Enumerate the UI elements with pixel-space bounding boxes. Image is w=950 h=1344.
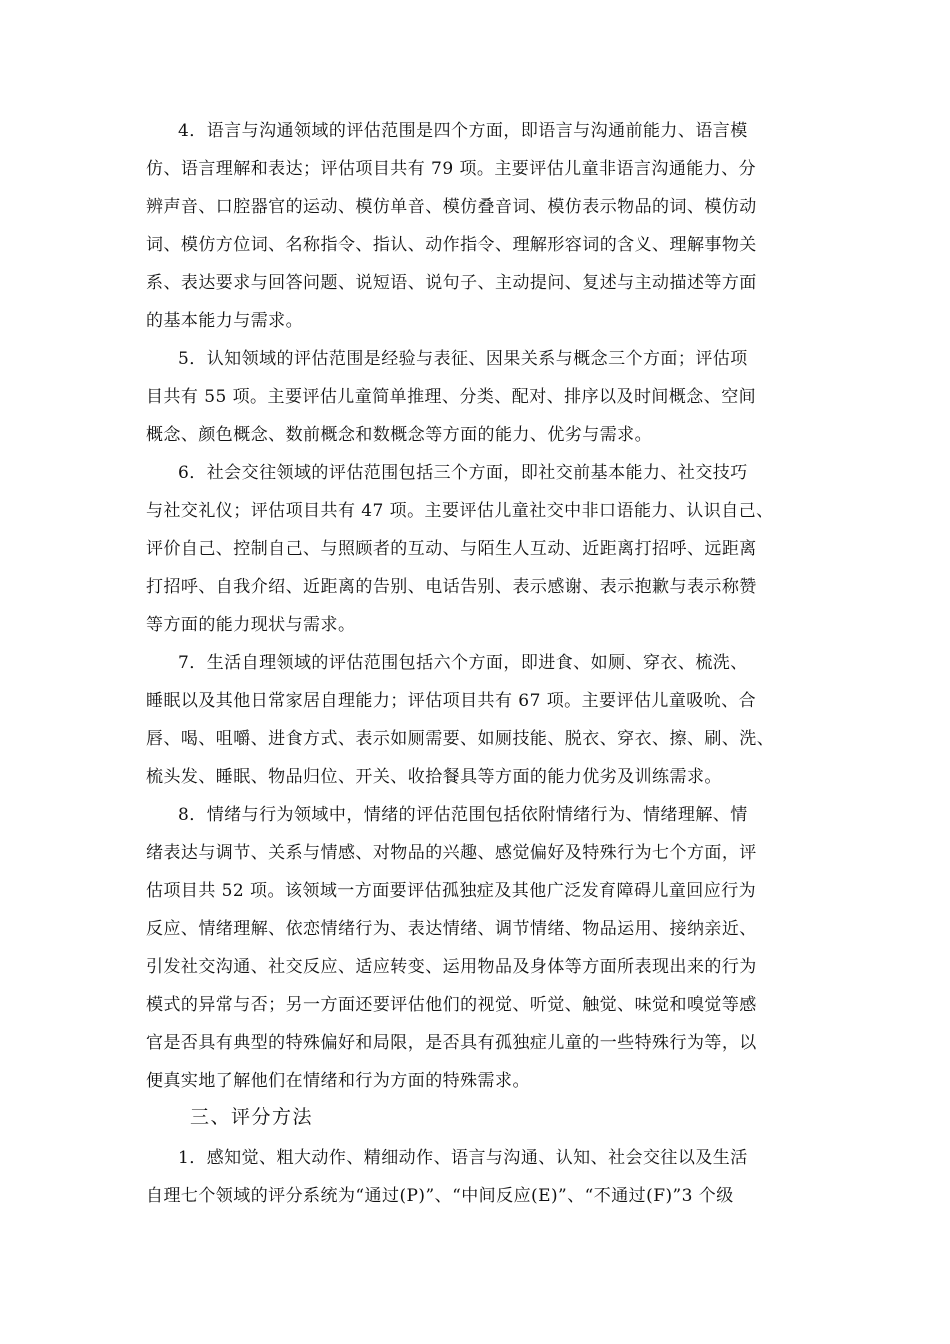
paragraph-line: 与社交礼仪；评估项目共有 47 项。主要评估儿童社交中非口语能力、认识自己、 xyxy=(146,501,774,521)
paragraph-line: 1．感知觉、粗大动作、精细动作、语言与沟通、认知、社会交往以及生活 xyxy=(178,1148,748,1168)
paragraph-line: 8．情绪与行为领域中，情绪的评估范围包括依附情绪行为、情绪理解、情 xyxy=(178,805,748,825)
paragraph-line: 绪表达与调节、关系与情感、对物品的兴趣、感觉偏好及特殊行为七个方面，评 xyxy=(146,843,757,863)
paragraph-line: 估项目共 52 项。该领域一方面要评估孤独症及其他广泛发育障碍儿童回应行为 xyxy=(146,881,757,901)
paragraph-line: 辨声音、口腔器官的运动、模仿单音、模仿叠音词、模仿表示物品的词、模仿动 xyxy=(146,197,757,217)
paragraph-line: 睡眠以及其他日常家居自理能力；评估项目共有 67 项。主要评估儿童吸吮、合 xyxy=(146,691,757,711)
paragraph-line: 便真实地了解他们在情绪和行为方面的特殊需求。 xyxy=(146,1071,530,1091)
paragraph-line: 仿、语言理解和表达；评估项目共有 79 项。主要评估儿童非语言沟通能力、分 xyxy=(146,159,757,179)
paragraph-line: 目共有 55 项。主要评估儿童简单推理、分类、配对、排序以及时间概念、空间 xyxy=(146,387,757,407)
paragraph-line: 4．语言与沟通领域的评估范围是四个方面，即语言与沟通前能力、语言模 xyxy=(178,121,748,141)
paragraph-line: 模式的异常与否；另一方面还要评估他们的视觉、听觉、触觉、味觉和嗅觉等感 xyxy=(146,995,757,1015)
paragraph-line: 引发社交沟通、社交反应、适应转变、运用物品及身体等方面所表现出来的行为 xyxy=(146,957,757,977)
paragraph-line: 梳头发、睡眠、物品归位、开关、收拾餐具等方面的能力优劣及训练需求。 xyxy=(146,767,722,787)
paragraph-line: 打招呼、自我介绍、近距离的告别、电话告别、表示感谢、表示抱歉与表示称赞 xyxy=(146,577,757,597)
paragraph-line: 7．生活自理领域的评估范围包括六个方面，即进食、如厕、穿衣、梳洗、 xyxy=(178,653,748,673)
paragraph-line: 官是否具有典型的特殊偏好和局限，是否具有孤独症儿童的一些特殊行为等，以 xyxy=(146,1033,757,1053)
paragraph-line: 的基本能力与需求。 xyxy=(146,311,304,331)
paragraph-line: 概念、颜色概念、数前概念和数概念等方面的能力、优劣与需求。 xyxy=(146,425,653,445)
paragraph-line: 评价自己、控制自己、与照顾者的互动、与陌生人互动、近距离打招呼、远距离 xyxy=(146,539,757,559)
paragraph-line: 6．社会交往领域的评估范围包括三个方面，即社交前基本能力、社交技巧 xyxy=(178,463,748,483)
paragraph-line: 系、表达要求与回答问题、说短语、说句子、主动提问、复述与主动描述等方面 xyxy=(146,273,757,293)
paragraph-line: 词、模仿方位词、名称指令、指认、动作指令、理解形容词的含义、理解事物关 xyxy=(146,235,757,255)
paragraph-line: 等方面的能力现状与需求。 xyxy=(146,615,356,635)
paragraph-line: 5．认知领域的评估范围是经验与表征、因果关系与概念三个方面；评估项 xyxy=(178,349,748,369)
paragraph-line: 唇、喝、咀嚼、进食方式、表示如厕需要、如厕技能、脱衣、穿衣、擦、刷、洗、 xyxy=(146,729,775,749)
paragraph-line: 自理七个领域的评分系统为“通过(P)”、“中间反应(E)”、“不通过(F)”3 个级 xyxy=(146,1186,734,1206)
paragraph-line: 反应、情绪理解、依恋情绪行为、表达情绪、调节情绪、物品运用、接纳亲近、 xyxy=(146,919,757,939)
section-heading: 三、评分方法 xyxy=(190,1106,314,1128)
